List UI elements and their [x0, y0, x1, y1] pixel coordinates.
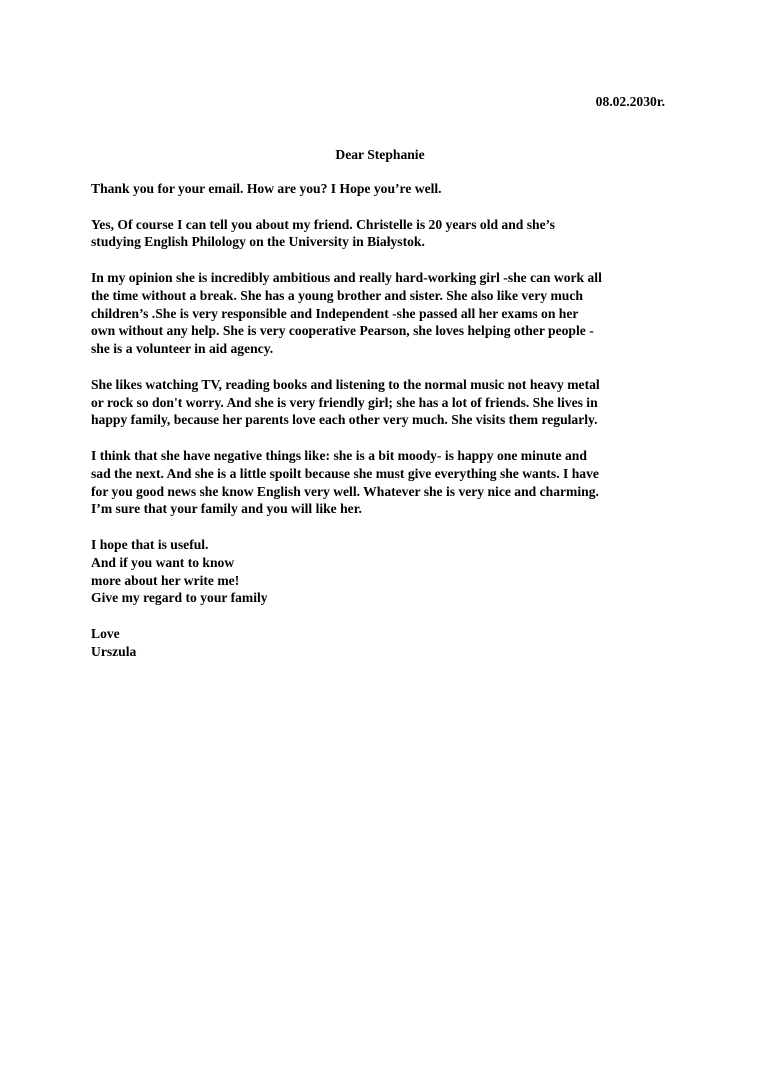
letter-body	[91, 180, 681, 678]
text-line: own without any help. She is very cooperative Pearson, she loves helping other people -	[91, 323, 594, 339]
text-line: Give my regard to your family	[91, 590, 268, 606]
paragraph-conclusion	[91, 536, 681, 607]
text-line: I think that she have negative things like: she is a bit moody- is happy one minute and	[91, 447, 587, 463]
paragraph-negatives	[91, 447, 681, 518]
text-line: more about her write me!	[91, 572, 240, 588]
text-line: And if you want to know	[91, 554, 235, 570]
paragraph-hobbies	[91, 376, 681, 429]
letter-signature: Urszula	[91, 643, 137, 659]
text-line: Thank you for your email. How are you? I Hope you’re well.	[91, 181, 442, 196]
text-line: I hope that is useful.	[91, 536, 209, 552]
text-line: happy family, because her parents love each other very much. She visits them regularly.	[91, 412, 598, 428]
letter-date: 08.02.2030r.	[595, 94, 665, 109]
letter-salutation: Dear Stephanie	[335, 147, 425, 162]
text-line: In my opinion she is incredibly ambitious and really hard-working girl -she can work all	[91, 269, 602, 285]
text-line: sad the next. And she is a little spoilt because she must give everything she wants. I have	[91, 465, 599, 481]
paragraph-greeting	[91, 180, 681, 198]
paragraph-introduction	[91, 216, 681, 252]
text-line: Yes, Of course I can tell you about my friend. Christelle is 20 years old and she’s	[91, 216, 555, 232]
text-line: I’m sure that your family and you will like her.	[91, 501, 362, 517]
text-line: she is a volunteer in aid agency.	[91, 341, 274, 357]
text-line: children’s .She is very responsible and Independent -she passed all her exams on her	[91, 305, 579, 321]
text-line: or rock so don't worry. And she is very friendly girl; she has a lot of friends. She lives in	[91, 394, 598, 410]
letter-closing: Love	[91, 625, 120, 641]
text-line: the time without a break. She has a young brother and sister. She also like very much	[91, 287, 583, 303]
text-line: She likes watching TV, reading books and listening to the normal music not heavy metal	[91, 376, 600, 392]
text-line: for you good news she know English very well. Whatever she is very nice and charming.	[91, 483, 599, 499]
letter-signoff	[91, 625, 681, 661]
text-line: studying English Philology on the University in Białystok.	[91, 234, 425, 250]
paragraph-personality	[91, 269, 681, 358]
